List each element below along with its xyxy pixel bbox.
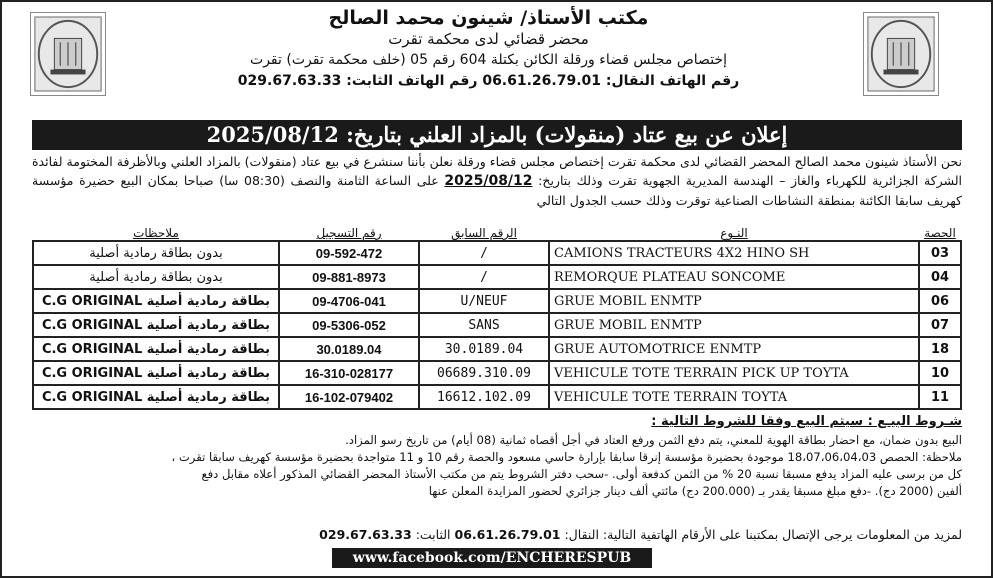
lot-type: REMORQUE PLATEAU SONCOME: [549, 265, 919, 289]
condition-line: ملاحظة: الحصص 18،07،06،04،03 موجودة بحضيرة مؤسسة إنرقا سابقا بإرارة حاسي مسعود والحصة رقم 10 و 11 متواجدة بحضيرة مؤسسة كهريف سابقا تقرت ،: [171, 450, 962, 464]
lot-registration: 09-4706-041: [279, 289, 419, 313]
lot-notes: بطاقة رمادية أصلية C.G ORIGINAL: [33, 361, 279, 385]
lot-previous-number: /: [419, 241, 549, 265]
lot-number: 03: [919, 241, 961, 265]
lot-registration: 16-102-079402: [279, 385, 419, 409]
header-lot: الحصة: [924, 226, 956, 240]
lot-number: 04: [919, 265, 961, 289]
contact-fixed-label: الثابت:: [415, 527, 451, 542]
conditions-title: شـروط البيـع : سيتم البيع وفقا للشروط التالية :: [651, 414, 962, 429]
condition-line: كل من برسى عليه المزاد يدفع مسبقا نسبة 20 % من الثمن كدفعة أولى. -سحب دفتر الشروط يتم من مكتب الأستاذ المحضر القضائي المذكور أعلاه مقابل دفع: [201, 467, 962, 481]
table-row: [33, 313, 961, 337]
table-row: [33, 361, 961, 385]
jurisdiction: إختصاص مجلس قضاء ورقلة الكائن بكتلة 604 رقم 05 (خلف محكمة تقرت) تقرت: [250, 52, 727, 68]
phone-numbers: رقم الهاتف النقال: 06.61.26.79.01 رقم الهاتف الثابت: 029.67.63.33: [237, 73, 740, 89]
contact-fixed: 029.67.63.33: [319, 527, 412, 542]
header-type: النـوع: [720, 226, 748, 240]
header-text: [132, 8, 845, 92]
lot-registration: 09-5306-052: [279, 313, 419, 337]
contact-text: لمزيد من المعلومات يرجى الإتصال بمكتبنا على الأرقام الهاتفية التالية: النقال:: [564, 527, 962, 542]
office-title: محضر قضائي لدى محكمة تقرت: [388, 30, 589, 48]
lot-previous-number: /: [419, 265, 549, 289]
intro-part-2: على الساعة الثامنة والنصف (08:30 سا) صباحا بمكان البيع حضيرة مؤسسة كهريف سابقا الكائنة بمنطقة النشاطات الصناعية توقرت وذلك حسب الجدول التالي: [32, 173, 962, 208]
intro-paragraph: [32, 152, 962, 210]
table-row: [33, 265, 961, 289]
contact-line: [32, 526, 962, 543]
auction-banner: إعلان عن بيع عتاد (منقولات) بالمزاد العلني بتاريخ: 2025/08/12: [32, 120, 962, 150]
lot-number: 18: [919, 337, 961, 361]
office-seal-right-icon: [863, 12, 939, 96]
table-row: [33, 241, 961, 265]
auction-date: 2025/08/12: [444, 173, 533, 189]
condition-line: ألفين (2000 دج). -دفع مبلغ مسبقا يقدر بـ (200.000 دج) مائتي ألف دينار جزائري لحضور المزايدة المعلن عنها: [428, 484, 962, 498]
table-header-row: [33, 226, 961, 241]
lot-number: 10: [919, 361, 961, 385]
table-row: [33, 337, 961, 361]
lot-notes: بطاقة رمادية أصلية C.G ORIGINAL: [33, 337, 279, 361]
header-previous: الرقم السابق: [451, 226, 517, 240]
lot-type: GRUE MOBIL ENMTP: [549, 313, 919, 337]
lot-registration: 09-592-472: [279, 241, 419, 265]
lot-type: GRUE AUTOMOTRICE ENMTP: [549, 337, 919, 361]
office-name: مكتب الأستاذ/ شينون محمد الصالح: [328, 7, 649, 29]
lot-registration: 09-881-8973: [279, 265, 419, 289]
lot-registration: 30.0189.04: [279, 337, 419, 361]
table-row: [33, 289, 961, 313]
lot-notes: بدون بطاقة رمادية أصلية: [33, 265, 279, 289]
office-seal-left-icon: [30, 12, 106, 96]
lot-number: 07: [919, 313, 961, 337]
lot-notes: بطاقة رمادية أصلية C.G ORIGINAL: [33, 313, 279, 337]
intro-part-1: نحن الأستاذ شينون محمد الصالح المحضر القضائي لدى محكمة تقرت إختصاص مجلس قضاء ورقلة نعلن بأننا سنشرع في بيع عتاد (منقولات) بالمزاد العلني وبالأظرفة المختومة لفائدة الشركة الجزائرية للكهرباء والغاز – الهندسة المديرية الجهوية تقرت وذلك بتاريخ:: [32, 154, 963, 188]
lot-previous-number: SANS: [419, 313, 549, 337]
contact-mobile: 06.61.26.79.01: [454, 527, 561, 542]
lot-type: CAMIONS TRACTEURS 4X2 HINO SH: [549, 241, 919, 265]
lot-registration: 16-310-028177: [279, 361, 419, 385]
lot-notes: بدون بطاقة رمادية أصلية: [33, 241, 279, 265]
lot-notes: بطاقة رمادية أصلية C.G ORIGINAL: [33, 385, 279, 409]
lots-table: [32, 226, 962, 410]
lot-previous-number: 16612.102.09: [419, 385, 549, 409]
header-registration: رقم التسجيل: [316, 226, 382, 240]
condition-line: البيع بدون ضمان، مع احضار بطاقة الهوية للمعني، يتم دفع الثمن ورفع العتاد في أجل أقصاه ثمانية (08 أيام) من تاريخ رسو المزاد.: [345, 433, 962, 447]
conditions-text: [32, 432, 962, 500]
header-notes: ملاحظات: [133, 226, 179, 240]
table-row: [33, 385, 961, 409]
lot-previous-number: 06689.310.09: [419, 361, 549, 385]
lot-previous-number: 30.0189.04: [419, 337, 549, 361]
lot-notes: بطاقة رمادية أصلية C.G ORIGINAL: [33, 289, 279, 313]
lot-number: 11: [919, 385, 961, 409]
lot-number: 06: [919, 289, 961, 313]
lot-type: VEHICULE TOTE TERRAIN PICK UP TOYTA: [549, 361, 919, 385]
header: [2, 2, 993, 120]
lot-previous-number: U/NEUF: [419, 289, 549, 313]
lot-type: GRUE MOBIL ENMTP: [549, 289, 919, 313]
lot-type: VEHICULE TOTE TERRAIN TOYTA: [549, 385, 919, 409]
facebook-link[interactable]: www.facebook.com/ENCHERESPUB: [332, 548, 652, 568]
